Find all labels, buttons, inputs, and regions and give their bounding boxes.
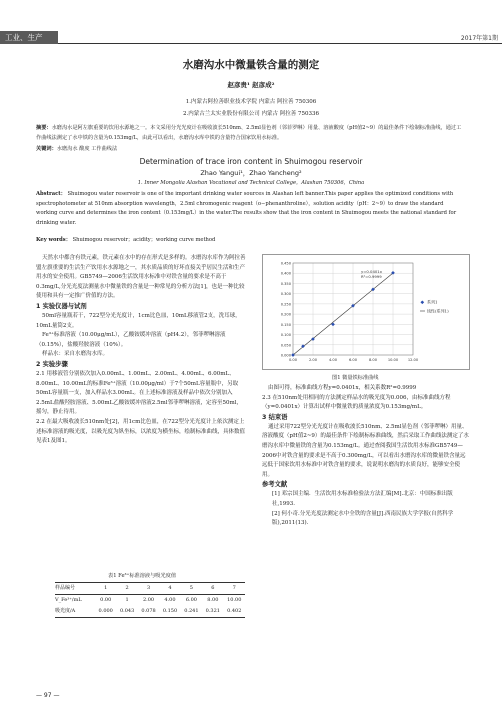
table-header-cell: 6: [202, 583, 223, 595]
y-tick-label: 0.050: [280, 343, 291, 348]
equation-label: y=0.0401x: [361, 269, 382, 275]
page-number: — 97 —: [36, 692, 60, 699]
table-header-cell: 1: [95, 583, 116, 595]
step-2-1: 2.1 用移液管分别依次加入0.00mL、1.00mL、2.00mL、4.00mL、6.00mL、8.00mL、10.00mL的标准Fe³⁺溶液（10.00μg/ml）于7个50mL容量瓶中，另取50mL容量瓶一支，加入样品水3.00mL。在上述标准溶液及样品中依次分别加入2.5mL盐酸羟胺溶液、5.00mL乙酸铵缓冲溶液2.5ml邻菲啰啉溶液，定容至50ml，摇匀，静止待用。: [36, 370, 242, 416]
y-tick-label: 0.200: [280, 312, 291, 317]
table-header-cell: 样品编号: [55, 583, 95, 595]
keywords-text: 水磨沟水 酸度 工作曲线法: [56, 146, 118, 152]
issue-label: 2017年第1期: [460, 35, 498, 42]
y-tick-label: 0.250: [280, 302, 291, 307]
english-authors: Zhao Yangui¹，Zhao Yancheng²: [200, 169, 302, 177]
section-1-heading: 1 实验仪器与试剂: [36, 302, 87, 310]
english-keywords-label: Key words：: [36, 237, 71, 243]
keywords-label: 关键词：: [36, 146, 57, 152]
page-header: [0, 0, 502, 48]
legend-label: 线性(系列1): [427, 308, 449, 314]
affiliation-2: 2.内蒙古兰太实业股份有限公司 内蒙古 阿拉善 750336: [183, 111, 319, 117]
sample-paragraph: 样品水：采自水磨沟水库。: [42, 351, 109, 358]
table-cell: 0.241: [181, 606, 202, 618]
y-tick-label: 0.000: [280, 353, 291, 358]
legend-label: 系列1: [427, 299, 438, 305]
english-abstract-text: Shuimogou water reservoir is one of the important drinking water sources in Alashan left banner.This paper applies the optimized conditions with spectrophotometer at 510nm absorption wavelength，2.5ml chromogenic reagent（o−phenanthroline），solution acidity（pH：2~9）to draw the standard working curve and determines the iron content（0.153mg/L）in the water.The results show that the iron content in Shuimogou meets the national standard for drinking water.: [36, 191, 457, 226]
header-rule: [58, 43, 502, 44]
chart-svg: [263, 255, 469, 369]
abstract: [36, 124, 466, 143]
table-row: [55, 595, 245, 607]
section-tag: 工业、生产: [0, 31, 58, 44]
table-cell: 0.402: [224, 606, 245, 618]
section-2-heading: 2 实验步骤: [36, 360, 68, 368]
table-row-label: V_Fe³⁺/mL: [55, 597, 82, 603]
step-2-2: 2.2 在最大吸收波长510nm处[2]，用1cm比色皿，在722型分光光度计上依次测定上述标准溶液的吸光度，以吸光度为纵坐标，以浓度为横坐标，绘制标准曲线，具体数值见表1及图1。: [36, 418, 246, 445]
standard-table: [55, 582, 245, 618]
english-abstract: [36, 190, 466, 228]
intro-paragraph: 天然水中都含有铁元素，铁元素在水中的存在形式是多样的。水磨沟水库作为阿拉善盟左旗重要的生活生产饮用水水源地之一，其水质品质的好坏直接关乎居民生活和生产用水的安全使用。GB5749—2006生活饮用水标准中对铁含量的要求是不高于0.3mg/L,分光光度法测量水中微量铁的含量是一种常见的分析方法[1]，也是一种比较使用和具有一定推广价值的方法。: [36, 255, 246, 300]
table-header-cell: 2: [116, 583, 137, 595]
table-cell: 0.321: [202, 606, 223, 618]
english-abstract-label: Abstract：: [36, 191, 66, 197]
conclusion-paragraph: 通过采用722型分光光度计在吸收波长510nm、2.5ml显色剂（邻菲啰啉）用量、溶液酸度（pH值2~9）的最佳条件下绘制标标准曲线，然后采取工作曲线法测定了水磨沟水库中微量铁的含量为0.153mg/L。通过查阅我国生活饮用水标准GB5749—2006中对铁含量的要求是不高于0.300mg/L，可以看出水磨沟水库的微量铁含量远远低于国家饮用水标准中对铁含量的要求，说说明水磨沟的水质良好，能够安全使用。: [262, 423, 469, 478]
table-cell: 0.00: [100, 597, 112, 603]
x-tick-label: 10.00: [387, 358, 399, 362]
keywords: [36, 145, 466, 155]
figure-caption: 图1 微量铁标准曲线: [332, 375, 379, 381]
english-affiliation: 1. Inner Mongolia Alashan Vocational and Technical College，Alashan 750306，China: [137, 180, 365, 186]
calibration-chart: [262, 254, 470, 370]
y-tick-label: 0.400: [280, 271, 291, 276]
paper-title: 水磨沟水中微量铁含量的测定: [182, 59, 320, 71]
table-cell: 4.00: [164, 597, 176, 603]
legend-marker: [420, 300, 424, 304]
table-cell: 8.00: [207, 597, 219, 603]
section-3-heading: 3 结束语: [262, 413, 288, 421]
abstract-text: 水磨沟水是阿左旗重要的饮用水源地之一。本文采用分光光度计在吸收波长510nm、2.5ml显色剂（邻菲罗啉）用量、溶液酸度（pH值2~9）的最佳条件下绘制标准曲线，通过工作曲线法测定了水中铁的含量为0.153mg/L，由此可以看出，水磨沟水库中铁的含量符合国家饮用水标准。: [36, 125, 462, 141]
y-tick-label: 0.100: [280, 333, 291, 338]
instruments-paragraph: 50ml容量瓶若干，722型分光光度计，1cm比色皿，10mL移液管2支，洗耳球，10mL量筒2支。: [36, 312, 241, 329]
table-header-row: [55, 583, 245, 595]
table-header-cell: 3: [138, 583, 159, 595]
x-tick-label: 0.00: [288, 358, 298, 362]
table-cell: 10.00: [227, 597, 242, 603]
x-tick-label: 6.00: [348, 358, 358, 362]
table-cell: 0.043: [116, 606, 137, 618]
english-keywords-text: Shuimogou reservoir；acidity；working curve method: [72, 237, 216, 243]
step-2-3: 2.3 在510nm处用相同的方法测定样品水的吸光度为0.006，由标准曲线方程（y=0.0401x）计算出试样中微量铁的质量浓度为0.153mg/mL。: [262, 394, 451, 411]
y-tick-label: 0.450: [280, 261, 291, 266]
x-tick-label: 2.00: [308, 358, 318, 362]
abstract-label: 摘要：: [36, 125, 52, 131]
table-cell: 0.078: [138, 606, 159, 618]
reference-item: [2] 何小奇.分光光度法测定水中全铁的含量[J].西南民族大学学报(自然科学版),2011(13).: [272, 510, 454, 527]
y-tick-label: 0.350: [280, 281, 291, 286]
table-cell: 0.000: [95, 606, 116, 618]
reference-item: [1] 邓宗国主编．生活饮用水标准检验法方法汇编[M].北京：中国标准出版社,1993.: [272, 491, 453, 507]
x-tick-label: 12.00: [407, 358, 419, 362]
reagents-paragraph: Fe³⁺标准溶液（10.00μg/mL），乙酸铵缓冲溶液（pH4.2），邻菲啰啉溶液（0.15%），盐酸羟胺溶液（10%）。: [36, 332, 226, 348]
table-cell: 1: [125, 597, 129, 603]
table-row-label: 吸光度/A: [55, 606, 95, 618]
table-cell: 2.00: [142, 597, 155, 603]
table-caption: 表1 Fe³⁺标准溶液与吸光度值: [108, 573, 177, 579]
r2-label: R²=0.9999: [361, 274, 382, 280]
equation-paragraph: 由图可得，标准曲线方程y=0.0401x，相关系数R²=0.9999: [268, 385, 417, 391]
x-tick-label: 8.00: [368, 358, 378, 362]
table-row: [55, 606, 245, 618]
table-header-cell: 4: [159, 583, 180, 595]
table-header-cell: 5: [181, 583, 202, 595]
references-heading: 参考文献: [262, 481, 288, 489]
right-column: [262, 384, 470, 529]
english-keywords: [36, 236, 466, 243]
table-header-cell: 7: [224, 583, 245, 595]
authors: 赵彦贵¹ 赵彦成²: [227, 81, 275, 89]
y-tick-label: 0.150: [280, 322, 291, 327]
affiliation-1: 1.内蒙古阿拉善职业技术学院 内蒙古 阿拉善 750306: [185, 99, 317, 105]
english-title: Determination of trace iron content in Shuimogou reservoir: [139, 157, 363, 166]
x-tick-label: 4.00: [328, 358, 338, 362]
table-cell: 6.00: [185, 597, 197, 603]
table-cell: 0.150: [159, 606, 180, 618]
left-column: [36, 254, 246, 447]
y-tick-label: 0.300: [280, 292, 291, 297]
